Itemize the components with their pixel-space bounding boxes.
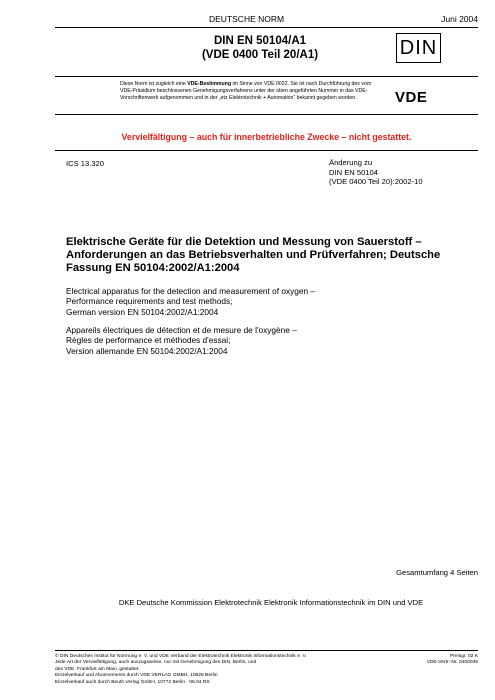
price-group: Preisgr. 02 K	[450, 654, 478, 659]
title-english	[66, 286, 476, 317]
document-number: DIN EN 50104/A1	[213, 35, 307, 47]
vde-notice-text-after: im Sinne von VDE 0022. Sie ist nach Durchführung des vom VDE-Präsidium beschlossenen Genehmigungsverfahrens unter der oben angeführten Nummer in das VDE-Vorschriftenwerk aufgenommen und in der „etz Elektrotechnik + Automation“ bekannt gegeben worden.	[120, 81, 372, 102]
title-french-line: Appareils électriques de détection et de mesure de l'oxygène –	[66, 325, 297, 335]
footer-price	[427, 654, 478, 667]
document-id	[160, 34, 360, 62]
amendment-line: (VDE 0400 Teil 20):2002-10	[329, 177, 423, 186]
vde-notice	[120, 81, 380, 102]
title-english-line: Electrical apparatus for the detection and measurement of oxygen –	[66, 286, 316, 296]
footer-copyright	[55, 654, 385, 686]
divider	[55, 650, 478, 651]
din-logo	[396, 33, 441, 63]
title-french-line: Version allemande EN 50104:2002/A1:2004	[66, 345, 228, 356]
vde-notice-text-before: Diese Norm ist zugleich eine	[120, 81, 188, 87]
vde-logo: VDE	[395, 89, 428, 106]
divider	[55, 150, 478, 151]
total-pages: Gesamtumfang 4 Seiten	[396, 568, 478, 577]
title-french-line: Règles de performance et méthodes d'essai;	[66, 335, 231, 346]
amendment-line: Änderung zu	[329, 158, 373, 167]
title-german: Elektrische Geräte für die Detektion und Messung von Sauerstoff – Anforderungen an das Betriebsverhalten und Prüfverfahren; Deutsche Fassung EN 50104:2002/A1:2004	[66, 236, 441, 275]
vde-distribution-number: VDE-Vertr.-Nr. 0400035	[426, 660, 478, 666]
vde-notice-bold-term: VDE-Bestimmung	[187, 81, 231, 87]
divider	[55, 27, 478, 28]
footer-line: © DIN Deutsches Institut für Normung e. V. und VDE Verband der Elektrotechnik Elektronik Informationstechnik e. V.	[55, 654, 307, 659]
reproduction-warning: Vervielfältigung – auch für innerbetriebliche Zwecke – nicht gestattet.	[121, 132, 412, 142]
ics-code: ICS 13.320	[66, 159, 104, 168]
title-french	[66, 325, 476, 356]
title-english-line: Performance requirements and test methods;	[66, 296, 233, 307]
title-english-line: German version EN 50104:2002/A1:2004	[66, 306, 219, 317]
divider	[55, 114, 478, 115]
divider	[55, 76, 478, 77]
header-label: DEUTSCHE NORM	[209, 14, 285, 24]
amendment-line: DIN EN 50104	[329, 167, 378, 177]
footer-line: des VDE, Frankfurt am Main, gestattet.	[55, 666, 140, 672]
document-vde-number: (VDE 0400 Teil 20/A1)	[201, 49, 319, 61]
committee-name: DKE Deutsche Kommission Elektrotechnik Elektronik Informationstechnik im DIN und VDE	[118, 598, 424, 607]
din-logo-text: DIN	[399, 36, 438, 59]
footer-line: Einzelverkauf auch durch Beuth Verlag GmbH, 10772 Berlin · 06.04 RS	[55, 679, 210, 685]
header-date: Juni 2004	[441, 14, 478, 24]
footer-line: Jede Art der Vervielfältigung, auch auszugsweise, nur mit Genehmigung des DIN, Berlin, und	[55, 660, 257, 666]
footer-line: Einzelverkauf und Abonnements durch VDE VERLAG GMBH, 10625 Berlin	[55, 673, 218, 679]
amendment-reference	[329, 158, 423, 187]
